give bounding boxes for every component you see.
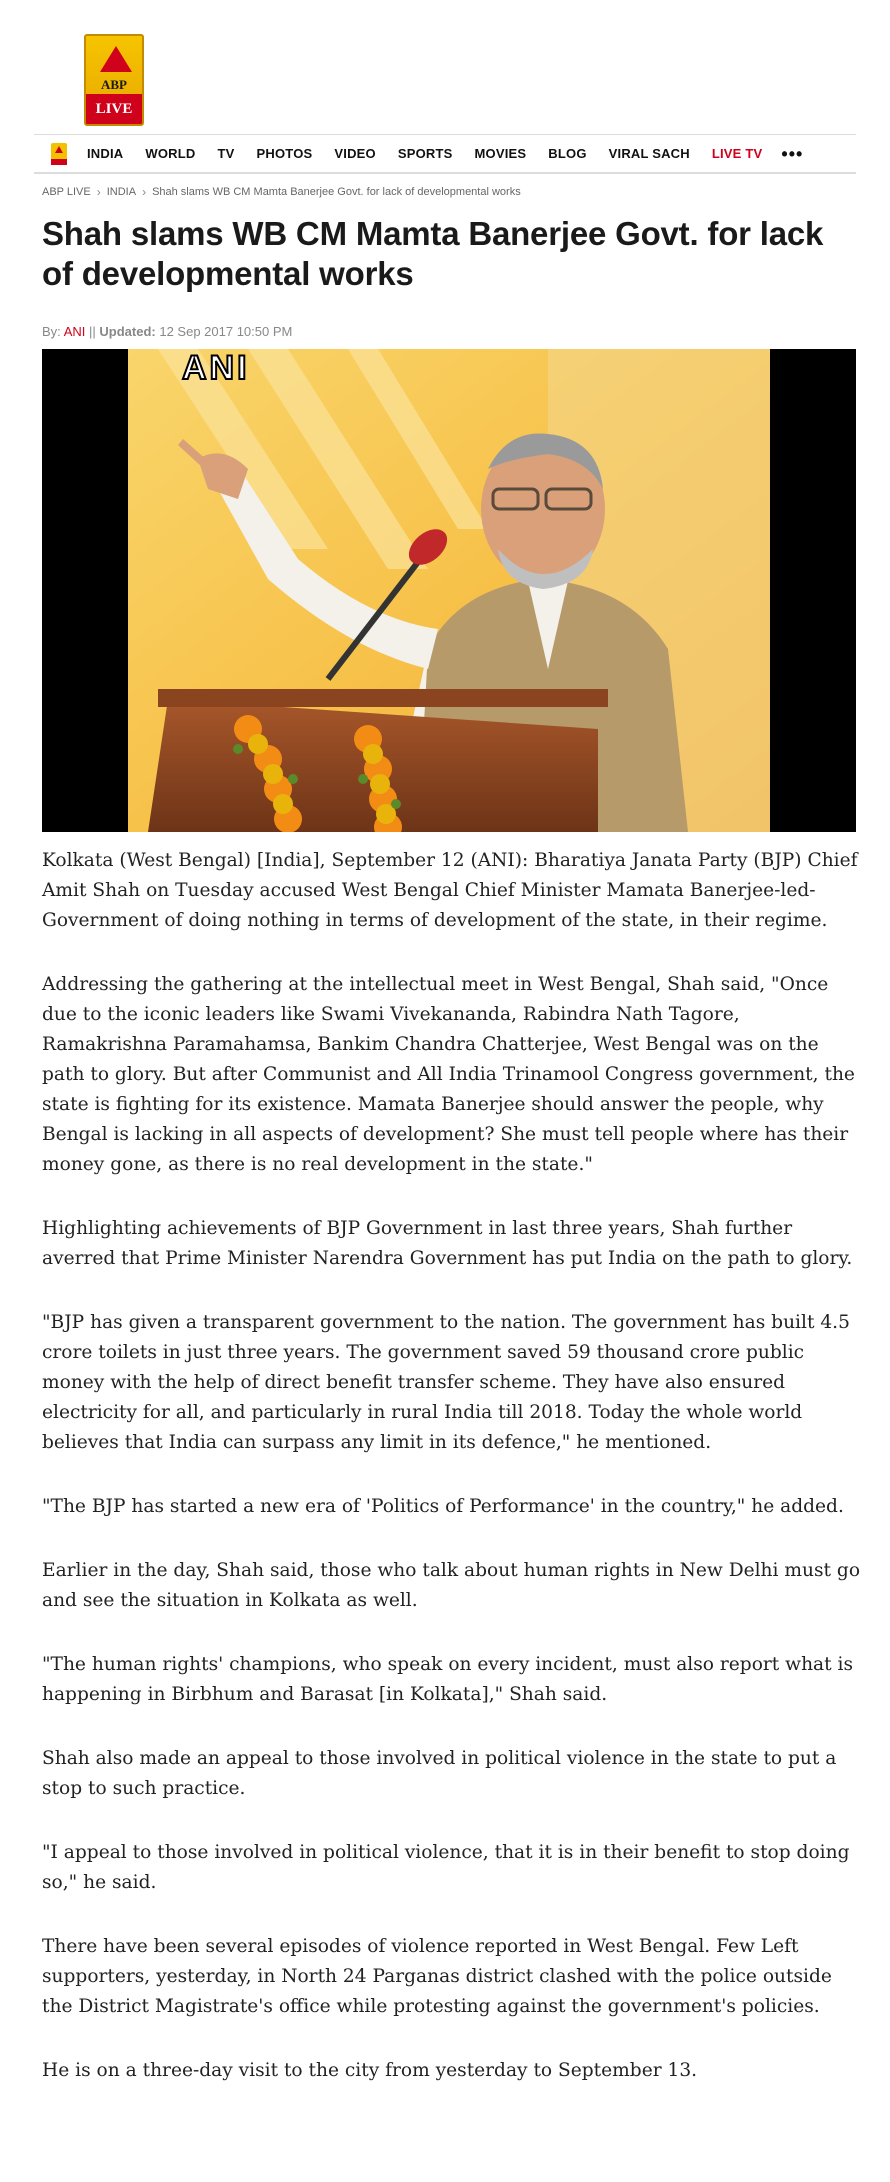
nav-item-sports[interactable]: SPORTS — [397, 146, 453, 161]
logo-badge — [84, 34, 144, 126]
byline-updated-date: 12 Sep 2017 10:50 PM — [159, 324, 293, 339]
main-nav — [34, 134, 856, 174]
article-body — [42, 846, 862, 2120]
logo-live-text: LIVE — [86, 94, 142, 124]
logo-triangle-icon — [100, 46, 132, 72]
article-paragraph: "I appeal to those involved in political violence, that it is in their benefit to stop doing so," he said. — [42, 1842, 850, 1893]
image-watermark: ANI — [182, 349, 250, 387]
nav-item-movies[interactable]: MOVIES — [474, 146, 527, 161]
nav-item-live-tv[interactable]: LIVE TV — [711, 146, 763, 161]
article-paragraph: "BJP has given a transparent government to the nation. The government has built 4.5 crore toilets in just three years. The government saved 59 thousand crore public money with the help of direct benefit transfer scheme. They have also ensured electricity for all, and particularly in rural India till 2018. Today the whole world believes that India can surpass any limit in its defence," he mentioned. — [42, 1312, 850, 1453]
chevron-right-icon: › — [142, 185, 147, 199]
article-paragraph: There have been several episodes of violence reported in West Bengal. Few Left supporters, yesterday, in North 24 Parganas district clashed with the police outside the District Magistrate's office while protesting against the government's policies. — [42, 1936, 832, 2017]
breadcrumb-current: Shah slams WB CM Mamta Banerjee Govt. for lack of developmental works — [152, 186, 521, 198]
nav-item-photos[interactable]: PHOTOS — [256, 146, 313, 161]
nav-item-viral-sach[interactable]: VIRAL SACH — [608, 146, 690, 161]
byline-author[interactable]: ANI — [63, 324, 86, 339]
chevron-right-icon: › — [96, 185, 101, 199]
article-title: Shah slams WB CM Mamta Banerjee Govt. for lack of developmental works — [42, 215, 824, 292]
article-paragraph: Highlighting achievements of BJP Government in last three years, Shah further averred that Prime Minister Narendra Government has put India on the path to glory. — [42, 1218, 853, 1269]
article-paragraph: "The BJP has started a new era of 'Politics of Performance' in the country," he added. — [42, 1496, 844, 1517]
nav-item-video[interactable]: VIDEO — [334, 146, 376, 161]
article-paragraph: Addressing the gathering at the intellectual meet in West Bengal, Shah said, "Once due to the iconic leaders like Swami Vivekananda, Rabindra Nath Tagore, Ramakrishna Paramahamsa, Bankim Chandra Chatterjee, West Bengal was on the path to glory. But after Communist and All India Trinamool Congress government, the state is fighting for its existence. Mamata Banerjee should answer the people, why Bengal is lacking in all aspects of development? She must tell people where has their money gone, as there is no real development in the state." — [42, 974, 855, 1175]
home-icon[interactable] — [48, 140, 70, 168]
nav-item-india[interactable]: INDIA — [87, 146, 124, 161]
nav-item-blog[interactable]: BLOG — [548, 146, 587, 161]
article-paragraph: He is on a three-day visit to the city from yesterday to September 13. — [42, 2060, 698, 2081]
article-paragraph: "The human rights' champions, who speak on every incident, must also report what is happening in Birbhum and Barasat [in Kolkata]," Shah said. — [42, 1654, 854, 1705]
breadcrumb-india[interactable]: INDIA — [106, 186, 137, 198]
breadcrumb-home[interactable]: ABP LIVE — [42, 186, 91, 198]
article-image — [42, 349, 856, 832]
article-paragraph: Earlier in the day, Shah said, those who talk about human rights in New Delhi must go and see the situation in Kolkata as well. — [42, 1560, 861, 1611]
byline — [42, 324, 292, 339]
article-paragraph: Shah also made an appeal to those involved in political violence in the state to put a stop to such practice. — [42, 1748, 837, 1799]
breadcrumb — [42, 185, 521, 199]
byline-updated-label: Updated: — [99, 324, 156, 339]
byline-separator: || — [89, 324, 96, 339]
nav-item-tv[interactable]: TV — [217, 146, 235, 161]
article-paragraph: Kolkata (West Bengal) [India], September 12 (ANI): Bharatiya Janata Party (BJP) Chief Amit Shah on Tuesday accused West Bengal Chief Minister Mamata Banerjee-led-Government of doing nothing in terms of development of the state, in their regime. — [42, 850, 858, 931]
more-menu-icon[interactable]: ••• — [781, 143, 804, 164]
abp-live-logo[interactable] — [84, 34, 144, 126]
nav-item-world[interactable]: WORLD — [145, 146, 196, 161]
logo-abp-text: ABP — [101, 77, 127, 92]
byline-by-label: By: — [42, 324, 61, 339]
speaker-photo-illustration — [128, 349, 770, 832]
